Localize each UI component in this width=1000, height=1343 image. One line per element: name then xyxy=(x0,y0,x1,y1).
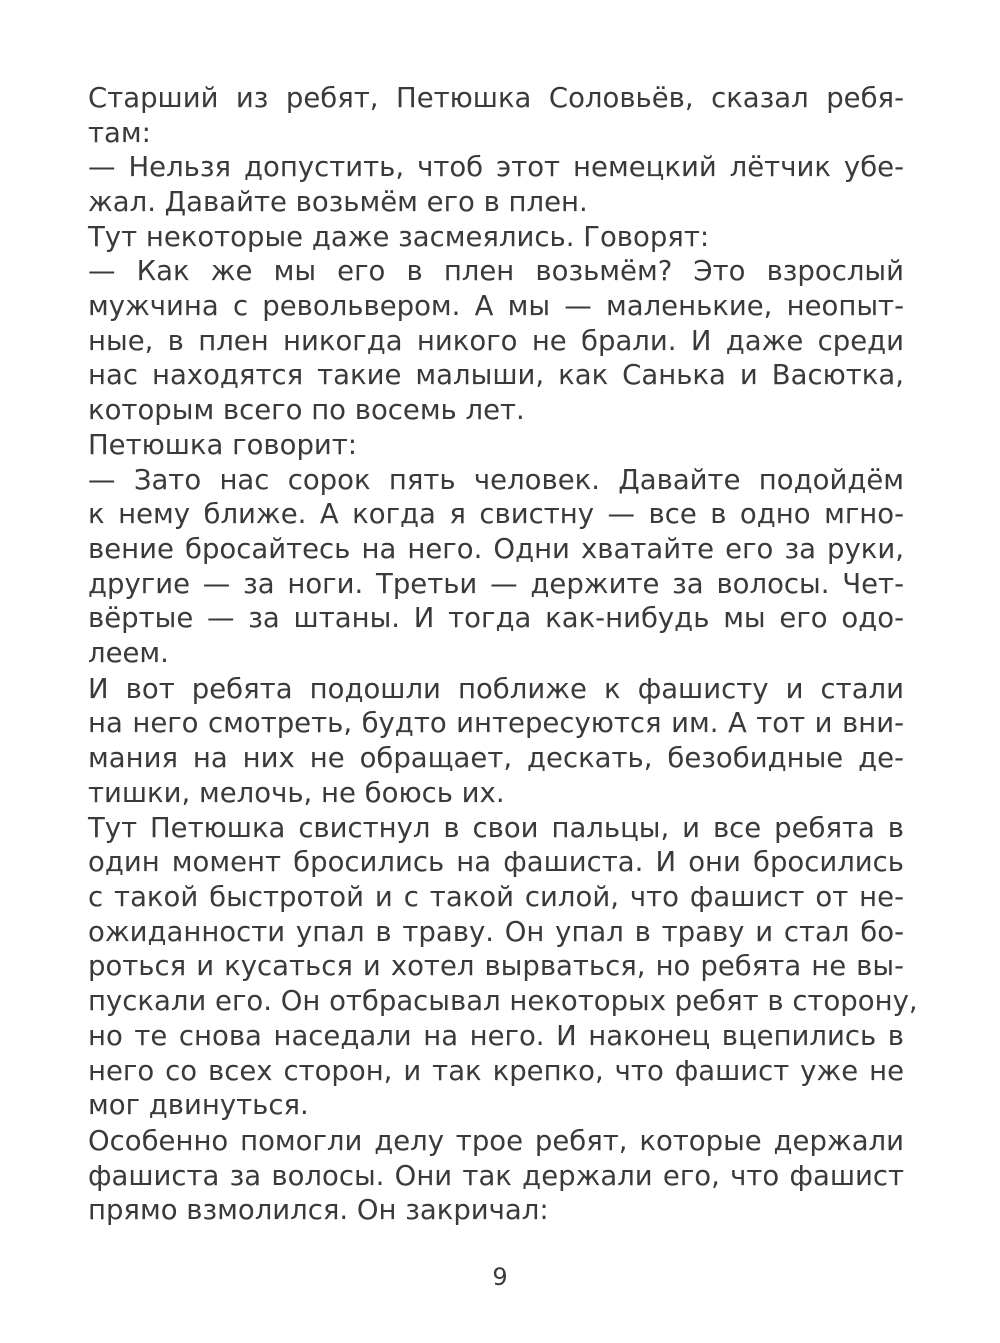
text-line: там: xyxy=(88,117,151,149)
text-line: один момент бросились на фашиста. И они бросились xyxy=(88,846,904,878)
text-line: ожиданности упал в траву. Он упал в траву и стал бо- xyxy=(88,916,904,948)
text-line: И вот ребята подошли поближе к фашисту и стали xyxy=(88,673,904,705)
text-line: Старший из ребят, Петюшка Соловьёв, сказал ребя- xyxy=(88,82,904,114)
text-line: мания на них не обращает, дескать, безобидные де- xyxy=(88,742,904,774)
text-line: пускали его. Он отбрасывал некоторых ребят в сторону, xyxy=(88,985,918,1017)
text-line: другие — за ноги. Третьи — держите за волосы. Чет- xyxy=(88,568,904,600)
text-line: которым всего по восемь лет. xyxy=(88,394,525,426)
text-line: мог двинуться. xyxy=(88,1089,309,1121)
text-line: к нему ближе. А когда я свистну — все в одно мгно- xyxy=(88,498,904,530)
text-line: леем. xyxy=(88,637,169,669)
text-line: ные, в плен никогда никого не брали. И даже среди xyxy=(88,325,904,357)
text-line: вёртые — за штаны. И тогда как-нибудь мы его одо- xyxy=(88,602,904,634)
text-line: жал. Давайте возьмём его в плен. xyxy=(88,186,588,218)
text-line: вение бросайтесь на него. Одни хватайте его за руки, xyxy=(88,533,904,565)
text-line: Особенно помогли делу трое ребят, которые держали xyxy=(88,1125,904,1157)
text-line: нас находятся такие малыши, как Санька и Васютка, xyxy=(88,359,904,391)
text-line: фашиста за волосы. Они так держали его, что фашист xyxy=(88,1160,904,1192)
text-line: мужчина с револьвером. А мы — маленькие, неопыт- xyxy=(88,290,904,322)
text-line: него со всех сторон, и так крепко, что фашист уже не xyxy=(88,1055,904,1087)
text-line: прямо взмолился. Он закричал: xyxy=(88,1194,549,1226)
text-line: роться и кусаться и хотел вырваться, но ребята не вы- xyxy=(88,950,904,982)
text-line: Тут некоторые даже засмеялись. Говорят: xyxy=(88,221,710,253)
text-line: тишки, мелочь, не боюсь их. xyxy=(88,777,505,809)
text-line: — Зато нас сорок пять человек. Давайте подойдём xyxy=(88,464,904,496)
text-line: Тут Петюшка свистнул в свои пальцы, и все ребята в xyxy=(88,812,904,844)
text-line: Петюшка говорит: xyxy=(88,429,358,461)
text-line: но те снова наседали на него. И наконец вцепились в xyxy=(88,1020,904,1052)
page-number: 9 xyxy=(492,1263,508,1291)
text-line: — Нельзя допустить, чтоб этот немецкий лётчик убе- xyxy=(88,151,904,183)
text-line: с такой быстротой и с такой силой, что фашист от не- xyxy=(88,881,904,913)
text-line: — Как же мы его в плен возьмём? Это взрослый xyxy=(88,255,904,287)
text-line: на него смотреть, будто интересуются им. А тот и вни- xyxy=(88,707,904,739)
